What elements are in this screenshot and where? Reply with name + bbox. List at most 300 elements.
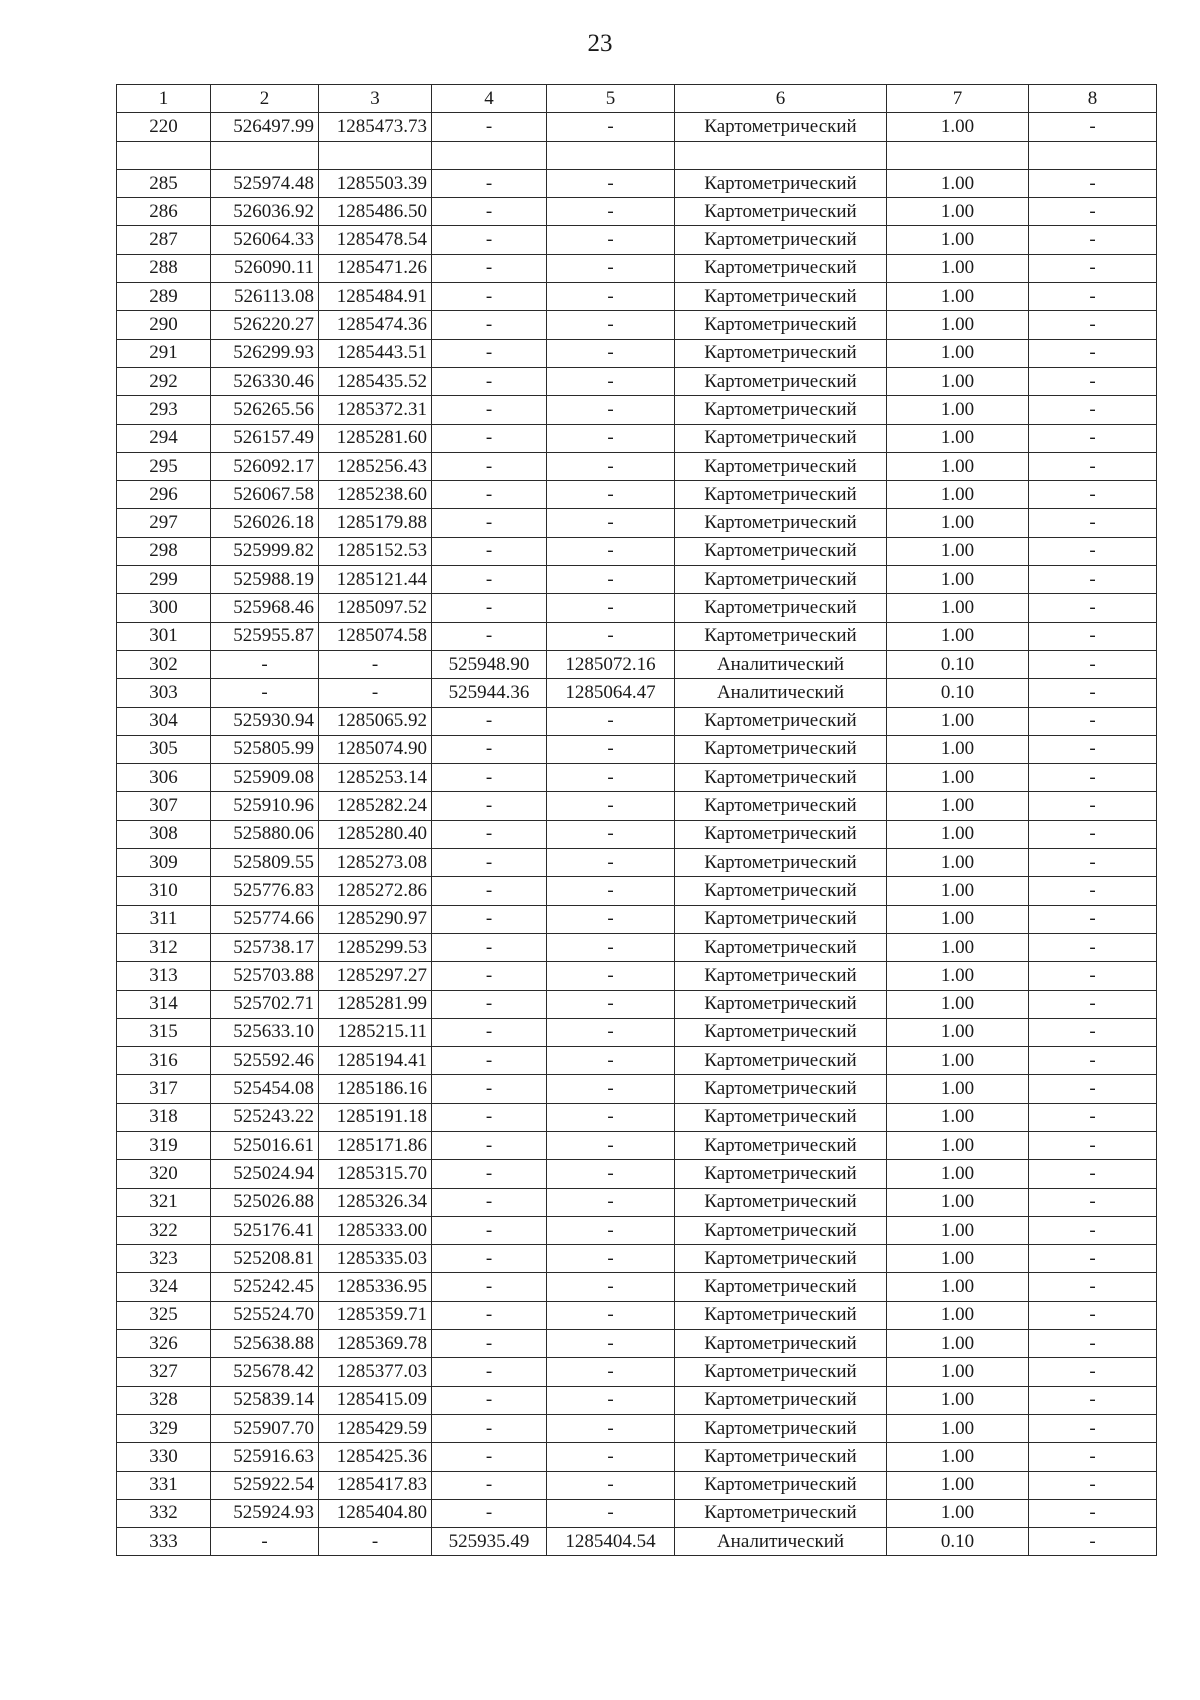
cell-accuracy: 1.00 — [887, 1273, 1029, 1301]
cell-note: - — [1029, 990, 1157, 1018]
cell-y: 1285238.60 — [319, 481, 432, 509]
cell-y: 1285478.54 — [319, 226, 432, 254]
cell-point-number: 302 — [117, 650, 211, 678]
cell-x — [211, 141, 319, 169]
cell-y: 1285256.43 — [319, 452, 432, 480]
table-row — [117, 735, 1157, 763]
table-row — [117, 792, 1157, 820]
cell-point-number: 319 — [117, 1131, 211, 1159]
cell-note: - — [1029, 1358, 1157, 1386]
cell-x: 525809.55 — [211, 849, 319, 877]
cell-y: 1285299.53 — [319, 933, 432, 961]
cell-y-new: - — [547, 735, 675, 763]
cell-y: 1285152.53 — [319, 537, 432, 565]
cell-y-new: - — [547, 283, 675, 311]
table-row — [117, 933, 1157, 961]
cell-x-new: - — [432, 566, 547, 594]
cell-point-number: 329 — [117, 1414, 211, 1442]
cell-accuracy — [887, 141, 1029, 169]
cell-note: - — [1029, 933, 1157, 961]
cell-point-number: 294 — [117, 424, 211, 452]
cell-x: 525776.83 — [211, 877, 319, 905]
cell-y: 1285171.86 — [319, 1131, 432, 1159]
cell-x-new: - — [432, 905, 547, 933]
cell-point-number: 220 — [117, 113, 211, 141]
cell-x: 525524.70 — [211, 1301, 319, 1329]
table-row — [117, 566, 1157, 594]
cell-accuracy: 1.00 — [887, 481, 1029, 509]
cell-method: Картометрический — [675, 962, 887, 990]
cell-y-new: - — [547, 962, 675, 990]
cell-x-new: - — [432, 452, 547, 480]
cell-accuracy: 1.00 — [887, 707, 1029, 735]
cell-x-new: - — [432, 1273, 547, 1301]
cell-x-new: - — [432, 1075, 547, 1103]
cell-point-number: 308 — [117, 820, 211, 848]
cell-note: - — [1029, 764, 1157, 792]
cell-accuracy: 1.00 — [887, 1216, 1029, 1244]
cell-point-number: 296 — [117, 481, 211, 509]
cell-x: 526497.99 — [211, 113, 319, 141]
cell-note: - — [1029, 820, 1157, 848]
table-row — [117, 481, 1157, 509]
table-row — [117, 1301, 1157, 1329]
cell-y: 1285074.58 — [319, 622, 432, 650]
cell-point-number: 301 — [117, 622, 211, 650]
cell-method: Картометрический — [675, 594, 887, 622]
cell-y-new: - — [547, 254, 675, 282]
cell-method: Картометрический — [675, 113, 887, 141]
cell-x: 525922.54 — [211, 1471, 319, 1499]
cell-y-new: - — [547, 820, 675, 848]
cell-note: - — [1029, 1471, 1157, 1499]
cell-accuracy: 1.00 — [887, 339, 1029, 367]
cell-x-new: - — [432, 367, 547, 395]
table-row — [117, 1160, 1157, 1188]
cell-accuracy: 1.00 — [887, 792, 1029, 820]
cell-y: 1285282.24 — [319, 792, 432, 820]
cell-x: 526157.49 — [211, 424, 319, 452]
cell-y-new: - — [547, 1131, 675, 1159]
cell-y: 1285473.73 — [319, 113, 432, 141]
table-row — [117, 1245, 1157, 1273]
cell-y: 1285273.08 — [319, 849, 432, 877]
cell-x-new: - — [432, 1330, 547, 1358]
cell-method: Картометрический — [675, 735, 887, 763]
cell-accuracy: 1.00 — [887, 877, 1029, 905]
header-cell: 6 — [675, 85, 887, 113]
cell-x-new: - — [432, 198, 547, 226]
cell-y: - — [319, 1528, 432, 1556]
cell-method: Картометрический — [675, 707, 887, 735]
table-row — [117, 169, 1157, 197]
cell-x-new: - — [432, 1047, 547, 1075]
cell-y: 1285486.50 — [319, 198, 432, 226]
cell-point-number: 292 — [117, 367, 211, 395]
cell-note: - — [1029, 622, 1157, 650]
cell-x: 526036.92 — [211, 198, 319, 226]
table-row — [117, 962, 1157, 990]
cell-note: - — [1029, 339, 1157, 367]
table-row — [117, 198, 1157, 226]
cell-x-new: - — [432, 933, 547, 961]
cell-method: Картометрический — [675, 1273, 887, 1301]
cell-x: 525592.46 — [211, 1047, 319, 1075]
cell-x-new: - — [432, 877, 547, 905]
cell-method: Картометрический — [675, 452, 887, 480]
cell-method — [675, 141, 887, 169]
cell-point-number: 298 — [117, 537, 211, 565]
cell-note: - — [1029, 1216, 1157, 1244]
cell-method: Картометрический — [675, 1188, 887, 1216]
cell-note: - — [1029, 650, 1157, 678]
cell-point-number: 331 — [117, 1471, 211, 1499]
coordinates-table — [116, 84, 1157, 1556]
cell-note: - — [1029, 1018, 1157, 1046]
table-row — [117, 650, 1157, 678]
cell-note: - — [1029, 735, 1157, 763]
cell-y-new: - — [547, 1216, 675, 1244]
table-row — [117, 1018, 1157, 1046]
cell-x-new: - — [432, 396, 547, 424]
cell-y-new: 1285064.47 — [547, 679, 675, 707]
cell-x-new: - — [432, 1414, 547, 1442]
cell-y: 1285333.00 — [319, 1216, 432, 1244]
cell-note: - — [1029, 509, 1157, 537]
cell-x: 525974.48 — [211, 169, 319, 197]
cell-x-new: - — [432, 849, 547, 877]
cell-point-number: 300 — [117, 594, 211, 622]
cell-point-number: 316 — [117, 1047, 211, 1075]
cell-method: Картометрический — [675, 566, 887, 594]
cell-y-new: - — [547, 1499, 675, 1527]
cell-y: 1285121.44 — [319, 566, 432, 594]
cell-y: 1285474.36 — [319, 311, 432, 339]
cell-point-number: 289 — [117, 283, 211, 311]
cell-x-new: - — [432, 169, 547, 197]
cell-x-new: - — [432, 820, 547, 848]
cell-accuracy: 1.00 — [887, 311, 1029, 339]
cell-point-number: 318 — [117, 1103, 211, 1131]
cell-y-new: - — [547, 566, 675, 594]
table-row — [117, 905, 1157, 933]
cell-point-number: 304 — [117, 707, 211, 735]
cell-accuracy: 1.00 — [887, 1499, 1029, 1527]
cell-method: Картометрический — [675, 1443, 887, 1471]
cell-y: 1285435.52 — [319, 367, 432, 395]
cell-x: 525454.08 — [211, 1075, 319, 1103]
cell-x-new: - — [432, 764, 547, 792]
table-row — [117, 849, 1157, 877]
cell-y: 1285425.36 — [319, 1443, 432, 1471]
cell-method: Картометрический — [675, 481, 887, 509]
cell-note: - — [1029, 367, 1157, 395]
cell-point-number: 299 — [117, 566, 211, 594]
cell-point-number: 306 — [117, 764, 211, 792]
table-row — [117, 990, 1157, 1018]
cell-y: 1285335.03 — [319, 1245, 432, 1273]
cell-x-new: 525935.49 — [432, 1528, 547, 1556]
cell-y: - — [319, 679, 432, 707]
cell-y-new: - — [547, 905, 675, 933]
cell-note: - — [1029, 226, 1157, 254]
cell-y: 1285326.34 — [319, 1188, 432, 1216]
cell-x-new: - — [432, 113, 547, 141]
cell-y-new: - — [547, 933, 675, 961]
cell-method: Картометрический — [675, 990, 887, 1018]
cell-point-number: 287 — [117, 226, 211, 254]
cell-accuracy: 1.00 — [887, 1075, 1029, 1103]
cell-accuracy: 1.00 — [887, 396, 1029, 424]
cell-x: 526113.08 — [211, 283, 319, 311]
cell-method: Картометрический — [675, 820, 887, 848]
cell-point-number: 293 — [117, 396, 211, 424]
cell-x-new: - — [432, 254, 547, 282]
cell-x: - — [211, 650, 319, 678]
cell-x: 525016.61 — [211, 1131, 319, 1159]
cell-y: 1285065.92 — [319, 707, 432, 735]
cell-point-number: 321 — [117, 1188, 211, 1216]
cell-y-new: - — [547, 849, 675, 877]
cell-x-new: - — [432, 1386, 547, 1414]
cell-y-new: - — [547, 396, 675, 424]
cell-x-new: - — [432, 622, 547, 650]
cell-accuracy: 1.00 — [887, 764, 1029, 792]
cell-note: - — [1029, 1273, 1157, 1301]
cell-note: - — [1029, 1301, 1157, 1329]
cell-point-number: 324 — [117, 1273, 211, 1301]
cell-y-new: - — [547, 1443, 675, 1471]
cell-accuracy: 1.00 — [887, 1330, 1029, 1358]
cell-note: - — [1029, 1443, 1157, 1471]
cell-y-new: - — [547, 1471, 675, 1499]
cell-x: 525024.94 — [211, 1160, 319, 1188]
cell-x: 525910.96 — [211, 792, 319, 820]
cell-point-number: 297 — [117, 509, 211, 537]
cell-accuracy: 1.00 — [887, 1160, 1029, 1188]
cell-method: Аналитический — [675, 650, 887, 678]
cell-note: - — [1029, 396, 1157, 424]
cell-y-new: - — [547, 792, 675, 820]
cell-x: 526330.46 — [211, 367, 319, 395]
cell-accuracy: 1.00 — [887, 1131, 1029, 1159]
cell-method: Картометрический — [675, 849, 887, 877]
cell-y-new: - — [547, 1414, 675, 1442]
cell-method: Аналитический — [675, 1528, 887, 1556]
cell-method: Картометрический — [675, 396, 887, 424]
table-row — [117, 1528, 1157, 1556]
cell-y-new: - — [547, 1103, 675, 1131]
cell-y-new — [547, 141, 675, 169]
cell-y-new: - — [547, 1075, 675, 1103]
header-cell: 4 — [432, 85, 547, 113]
cell-note: - — [1029, 1075, 1157, 1103]
cell-x: 525738.17 — [211, 933, 319, 961]
cell-y: 1285186.16 — [319, 1075, 432, 1103]
cell-x: 525805.99 — [211, 735, 319, 763]
cell-x: 525633.10 — [211, 1018, 319, 1046]
cell-x-new: - — [432, 311, 547, 339]
table-row — [117, 594, 1157, 622]
cell-x: 525176.41 — [211, 1216, 319, 1244]
table-row — [117, 707, 1157, 735]
header-cell: 2 — [211, 85, 319, 113]
cell-point-number: 327 — [117, 1358, 211, 1386]
cell-x: 525208.81 — [211, 1245, 319, 1273]
cell-y: 1285281.99 — [319, 990, 432, 1018]
cell-y: 1285484.91 — [319, 283, 432, 311]
cell-x-new: - — [432, 226, 547, 254]
cell-x: 525999.82 — [211, 537, 319, 565]
cell-y-new: 1285072.16 — [547, 650, 675, 678]
cell-point-number — [117, 141, 211, 169]
cell-method: Картометрический — [675, 1131, 887, 1159]
cell-accuracy: 1.00 — [887, 1414, 1029, 1442]
cell-x-new: - — [432, 962, 547, 990]
cell-accuracy: 1.00 — [887, 226, 1029, 254]
cell-note: - — [1029, 1160, 1157, 1188]
cell-y: 1285377.03 — [319, 1358, 432, 1386]
cell-y-new: - — [547, 339, 675, 367]
table-row — [117, 1386, 1157, 1414]
cell-point-number: 330 — [117, 1443, 211, 1471]
cell-method: Картометрический — [675, 622, 887, 650]
cell-y: 1285194.41 — [319, 1047, 432, 1075]
cell-method: Картометрический — [675, 169, 887, 197]
cell-note: - — [1029, 537, 1157, 565]
cell-y: 1285336.95 — [319, 1273, 432, 1301]
cell-x: 525678.42 — [211, 1358, 319, 1386]
cell-note: - — [1029, 1386, 1157, 1414]
cell-method: Картометрический — [675, 1358, 887, 1386]
cell-method: Картометрический — [675, 1075, 887, 1103]
cell-y: - — [319, 650, 432, 678]
cell-point-number: 328 — [117, 1386, 211, 1414]
cell-y-new: - — [547, 113, 675, 141]
cell-note: - — [1029, 1499, 1157, 1527]
cell-y: 1285443.51 — [319, 339, 432, 367]
cell-x: 526026.18 — [211, 509, 319, 537]
cell-accuracy: 0.10 — [887, 679, 1029, 707]
cell-method: Картометрический — [675, 1216, 887, 1244]
cell-y: 1285369.78 — [319, 1330, 432, 1358]
cell-note: - — [1029, 424, 1157, 452]
cell-y-new: - — [547, 877, 675, 905]
cell-x-new: - — [432, 481, 547, 509]
cell-x-new: 525944.36 — [432, 679, 547, 707]
cell-point-number: 312 — [117, 933, 211, 961]
cell-y-new: - — [547, 622, 675, 650]
cell-y: 1285272.86 — [319, 877, 432, 905]
table-row — [117, 141, 1157, 169]
header-cell: 7 — [887, 85, 1029, 113]
cell-y: 1285429.59 — [319, 1414, 432, 1442]
cell-method: Картометрический — [675, 254, 887, 282]
cell-method: Картометрический — [675, 1414, 887, 1442]
cell-y-new: - — [547, 1273, 675, 1301]
cell-note: - — [1029, 707, 1157, 735]
page-number: 23 — [587, 30, 613, 57]
cell-accuracy: 1.00 — [887, 254, 1029, 282]
cell-accuracy: 1.00 — [887, 367, 1029, 395]
cell-method: Картометрический — [675, 1499, 887, 1527]
cell-point-number: 307 — [117, 792, 211, 820]
cell-x: 525702.71 — [211, 990, 319, 1018]
cell-point-number: 317 — [117, 1075, 211, 1103]
cell-accuracy: 1.00 — [887, 1471, 1029, 1499]
cell-accuracy: 1.00 — [887, 1018, 1029, 1046]
cell-x: 525026.88 — [211, 1188, 319, 1216]
cell-x-new: - — [432, 735, 547, 763]
cell-x: 525907.70 — [211, 1414, 319, 1442]
cell-note: - — [1029, 113, 1157, 141]
cell-accuracy: 1.00 — [887, 735, 1029, 763]
cell-x: 525638.88 — [211, 1330, 319, 1358]
cell-x-new: - — [432, 1018, 547, 1046]
cell-note — [1029, 141, 1157, 169]
cell-y — [319, 141, 432, 169]
cell-point-number: 291 — [117, 339, 211, 367]
cell-accuracy: 1.00 — [887, 820, 1029, 848]
table-row — [117, 1358, 1157, 1386]
cell-y: 1285179.88 — [319, 509, 432, 537]
cell-method: Картометрический — [675, 226, 887, 254]
cell-accuracy: 1.00 — [887, 509, 1029, 537]
cell-x-new: - — [432, 990, 547, 1018]
table-row — [117, 396, 1157, 424]
cell-point-number: 309 — [117, 849, 211, 877]
cell-note: - — [1029, 594, 1157, 622]
table-row — [117, 764, 1157, 792]
cell-y-new: - — [547, 1018, 675, 1046]
table-row — [117, 1330, 1157, 1358]
cell-point-number: 288 — [117, 254, 211, 282]
cell-x: 525968.46 — [211, 594, 319, 622]
cell-method: Картометрический — [675, 509, 887, 537]
cell-y-new: - — [547, 198, 675, 226]
cell-point-number: 295 — [117, 452, 211, 480]
cell-accuracy: 1.00 — [887, 283, 1029, 311]
table-row — [117, 1273, 1157, 1301]
cell-y: 1285097.52 — [319, 594, 432, 622]
cell-y-new: - — [547, 1245, 675, 1273]
cell-x-new: - — [432, 1188, 547, 1216]
cell-note: - — [1029, 169, 1157, 197]
cell-y-new: - — [547, 1386, 675, 1414]
cell-method: Картометрический — [675, 311, 887, 339]
cell-note: - — [1029, 1330, 1157, 1358]
cell-method: Картометрический — [675, 198, 887, 226]
cell-accuracy: 1.00 — [887, 594, 1029, 622]
cell-y: 1285315.70 — [319, 1160, 432, 1188]
table-row — [117, 1131, 1157, 1159]
cell-accuracy: 1.00 — [887, 1443, 1029, 1471]
table-row — [117, 1499, 1157, 1527]
cell-x: 526067.58 — [211, 481, 319, 509]
cell-y: 1285503.39 — [319, 169, 432, 197]
cell-y: 1285417.83 — [319, 1471, 432, 1499]
cell-x: 526265.56 — [211, 396, 319, 424]
cell-note: - — [1029, 849, 1157, 877]
cell-y-new: - — [547, 1188, 675, 1216]
table-row — [117, 1075, 1157, 1103]
cell-note: - — [1029, 1188, 1157, 1216]
cell-point-number: 285 — [117, 169, 211, 197]
cell-y-new: - — [547, 707, 675, 735]
cell-method: Картометрический — [675, 339, 887, 367]
cell-x: 525703.88 — [211, 962, 319, 990]
cell-x-new: - — [432, 1216, 547, 1244]
